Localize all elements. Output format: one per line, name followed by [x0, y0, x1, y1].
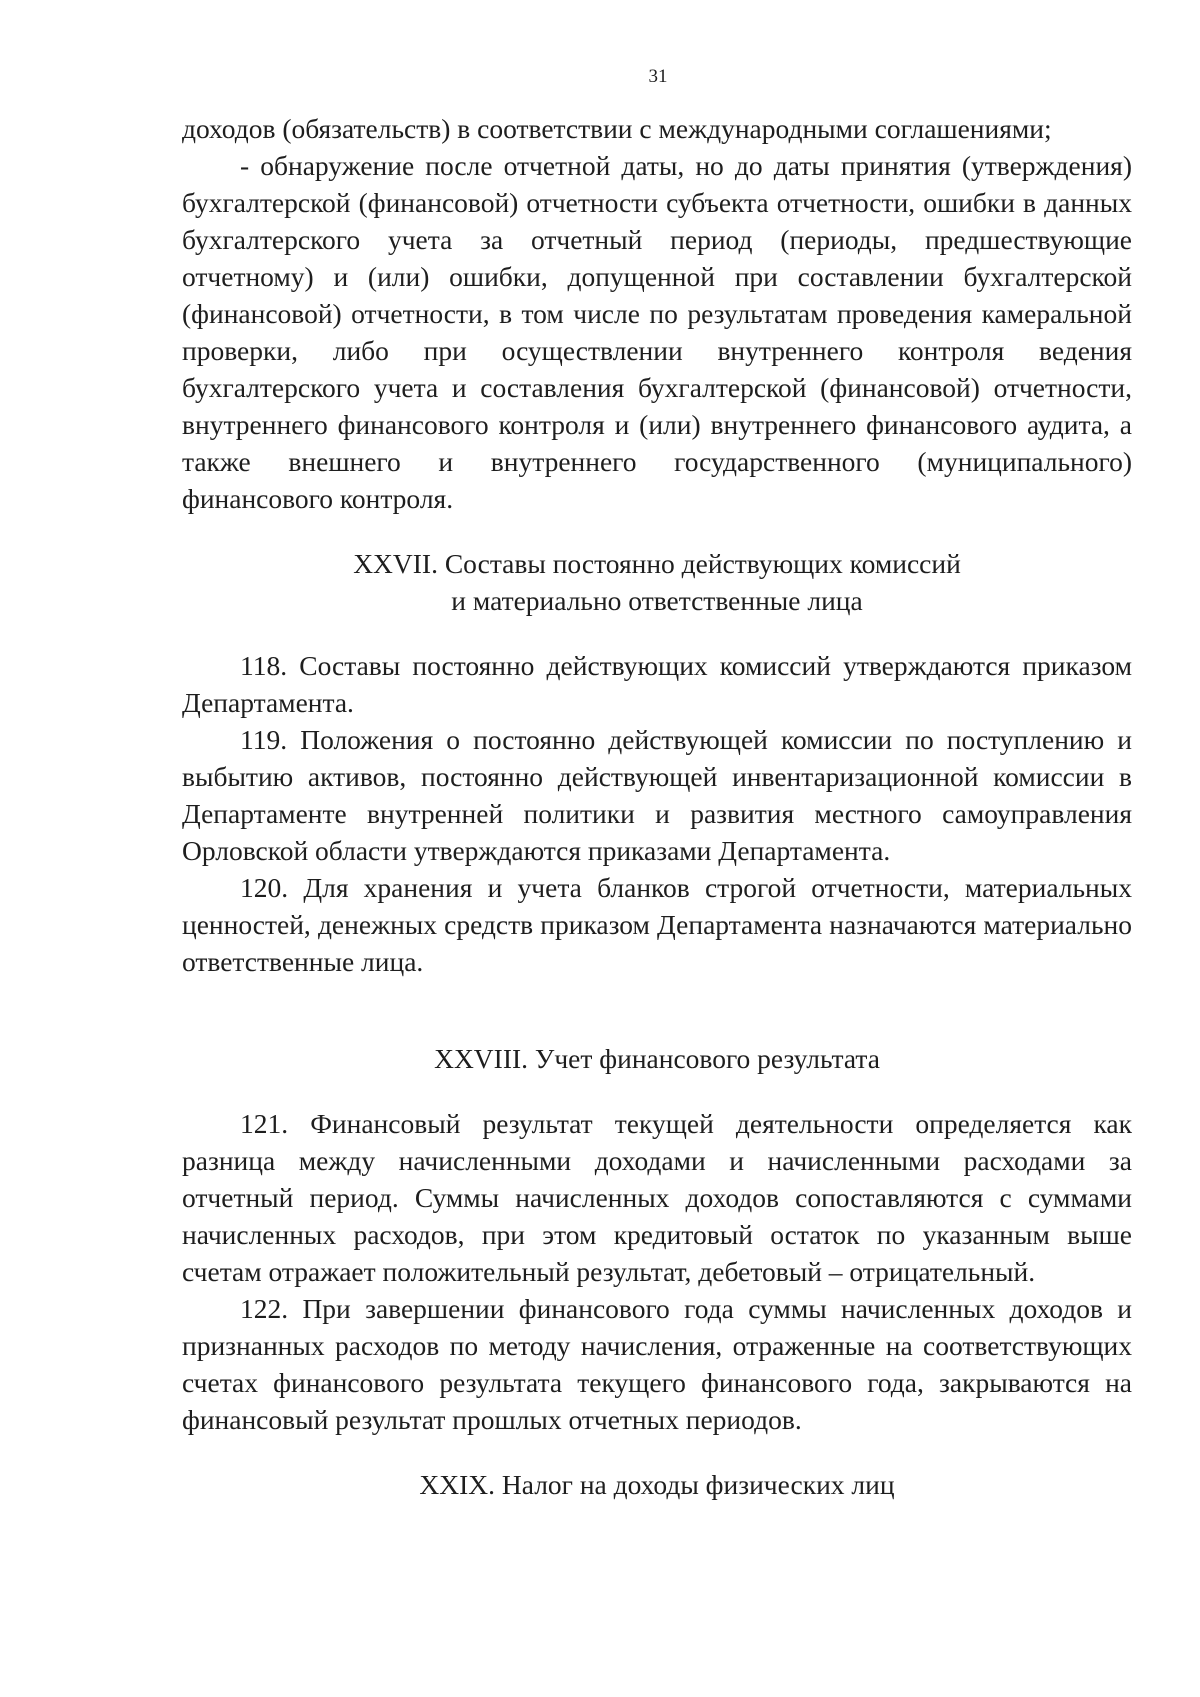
intro-line: доходов (обязательств) в соответствии с международными соглашениями; — [182, 113, 1052, 144]
section-27-heading — [182, 545, 1132, 619]
intro-item: - обнаружение после отчетной даты, но до даты принятия (утверждения) бухгалтерской (финансовой) отчетности субъекта отчетности, ошибки в данных бухгалтерского учета за отчетный период (периоды, предшествующие отчетному) и (или) ошибки, допущенной при составлении бухгалтерской (финансовой) отчетности, в том числе по результатам проведения камеральной проверки, либо при осуществлении внутреннего контроля ведения бухгалтерского учета и составления бухгалтерской (финансовой) отчетности, внутреннего финансового контроля и (или) внутреннего финансового аудита, а также внешнего и внутреннего государственного (муниципального) финансового контроля. — [182, 150, 1132, 514]
paragraph-121: 121. Финансовый результат текущей деятельности определяется как разница между начисленными доходами и начисленными расходами за отчетный период. Суммы начисленных доходов сопоставляются с суммами начисленных расходов, при этом кредитовый остаток по указанным выше счетам отражает положительный результат, дебетовый – отрицательный. — [182, 1108, 1132, 1287]
document-body — [182, 110, 1132, 1503]
paragraph-120: 120. Для хранения и учета бланков строгой отчетности, материальных ценностей, денежных средств приказом Департамента назначаются материально ответственные лица. — [182, 872, 1132, 977]
section-28-heading: XXVIII. Учет финансового результата — [434, 1043, 880, 1074]
section-29-heading: XXIX. Налог на доходы физических лиц — [419, 1469, 895, 1500]
paragraph-122: 122. При завершении финансового года суммы начисленных доходов и признанных расходов по методу начисления, отраженные на соответствующих счетах финансового результата текущего финансового года, закрываются на финансовый результат прошлых отчетных периодов. — [182, 1293, 1132, 1435]
section-27-title-line1: XXVII. Составы постоянно действующих комиссий — [353, 548, 961, 579]
page-number: 31 — [648, 66, 668, 87]
paragraph-119: 119. Положения о постоянно действующей комиссии по поступлению и выбытию активов, постоянно действующей инвентаризационной комиссии в Департаменте внутренней политики и развития местного самоуправления Орловской области утверждаются приказами Департамента. — [182, 724, 1132, 866]
paragraph-118: 118. Составы постоянно действующих комиссий утверждаются приказом Департамента. — [182, 650, 1132, 718]
section-27-title-line2: и материально ответственные лица — [451, 585, 863, 616]
